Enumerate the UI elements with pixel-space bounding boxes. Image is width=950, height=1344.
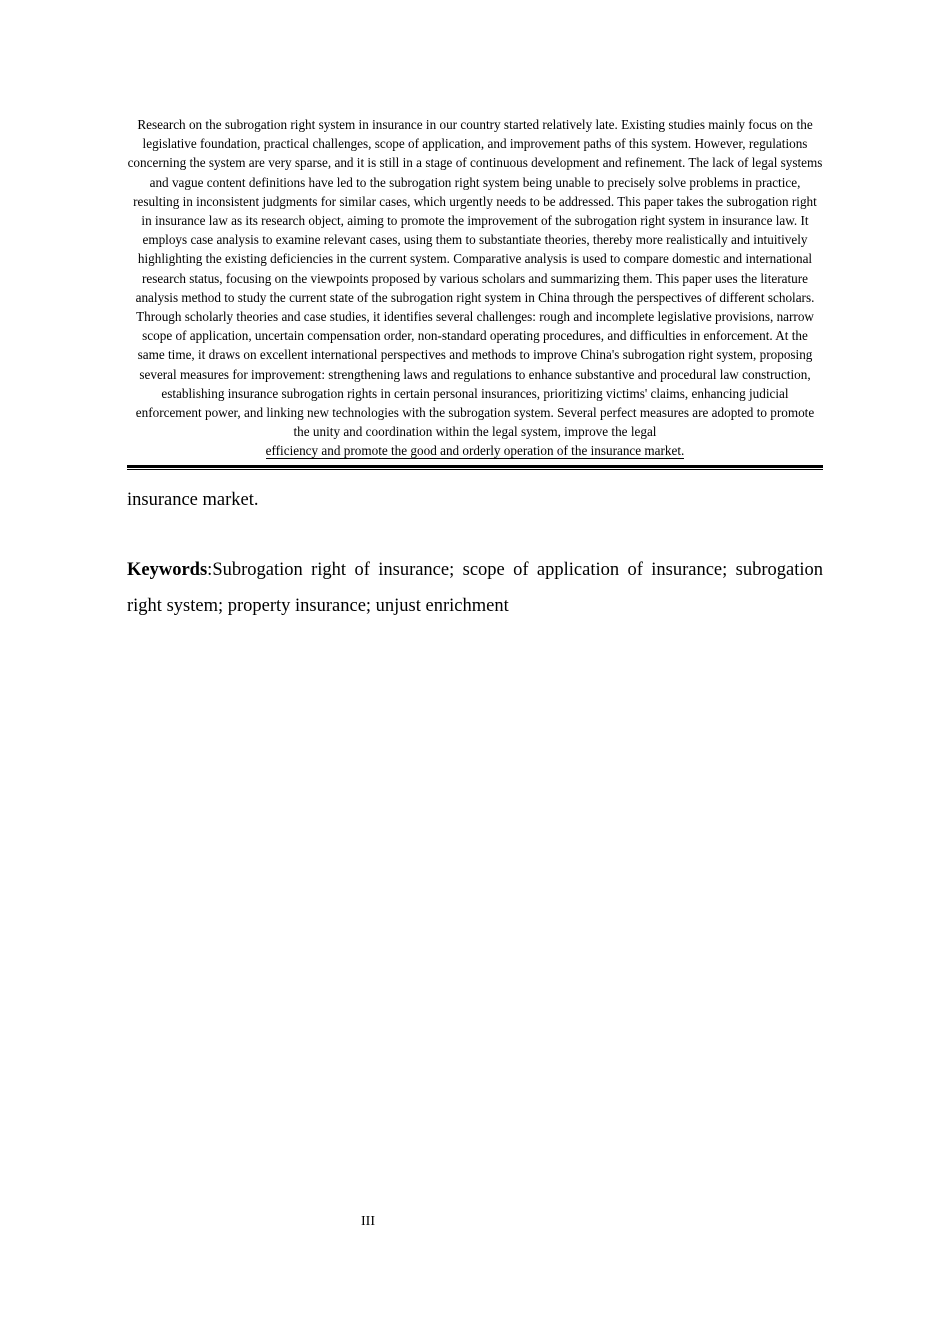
header-double-rule (127, 465, 823, 470)
abstract-last-line: efficiency and promote the good and orderly operation of the insurance market. (265, 443, 685, 459)
page-number: III (361, 1214, 375, 1229)
keywords-label: Keywords (127, 560, 208, 580)
keywords-separator: : (207, 560, 213, 580)
abstract-paragraph (127, 115, 823, 461)
keywords-paragraph (127, 552, 823, 624)
continuation-text: insurance market. (127, 490, 259, 510)
abstract-body-text: Research on the subrogation right system in insurance in our country started relatively late. Existing studies mainly focus on the legislative foundation, practical challenges, scope of application, and improvement paths of this system. However, regulations concerning the system are very sparse, and it is still in a stage of continuous development and refinement. The lack of legal systems and vague content definitions have led to the subrogation right system being unable to precisely solve problems in practice, resulting in inconsistent judgments for similar cases, which urgently needs to be addressed. This paper takes the subrogation right in insurance law as its research object, aiming to promote the improvement of the subrogation right system in insurance law. It employs case analysis to examine relevant cases, using them to substantiate theories, thereby more realistically and intuitively highlighting the existing deficiencies in the current system. Comparative analysis is used to compare domestic and international research status, focusing on the viewpoints proposed by various scholars and summarizing them. This paper uses the literature analysis method to study the current state of the subrogation right system in China through the perspectives of different scholars. Through scholarly theories and case studies, it identifies several challenges: rough and incomplete legislative provisions, narrow scope of application, uncertain compensation order, non-standard operating procedures, and difficulties in enforcement. At the same time, it draws on excellent international perspectives and methods to improve China's subrogation right system, proposing several measures for improvement: strengthening laws and regulations to enhance substantive and procedural law construction, establishing insurance subrogation rights in certain personal insurances, prioritizing victims' claims, enhancing judicial enforcement power, and linking new technologies with the subrogation system. Several perfect measures are adopted to promote the unity and coordination within the legal system, improve the legal (127, 117, 823, 440)
abstract-header-block (127, 115, 823, 470)
keywords-text: Subrogation right of insurance; scope of application of insurance; subrogation right system; property insurance; unjust enrichment (127, 560, 823, 616)
